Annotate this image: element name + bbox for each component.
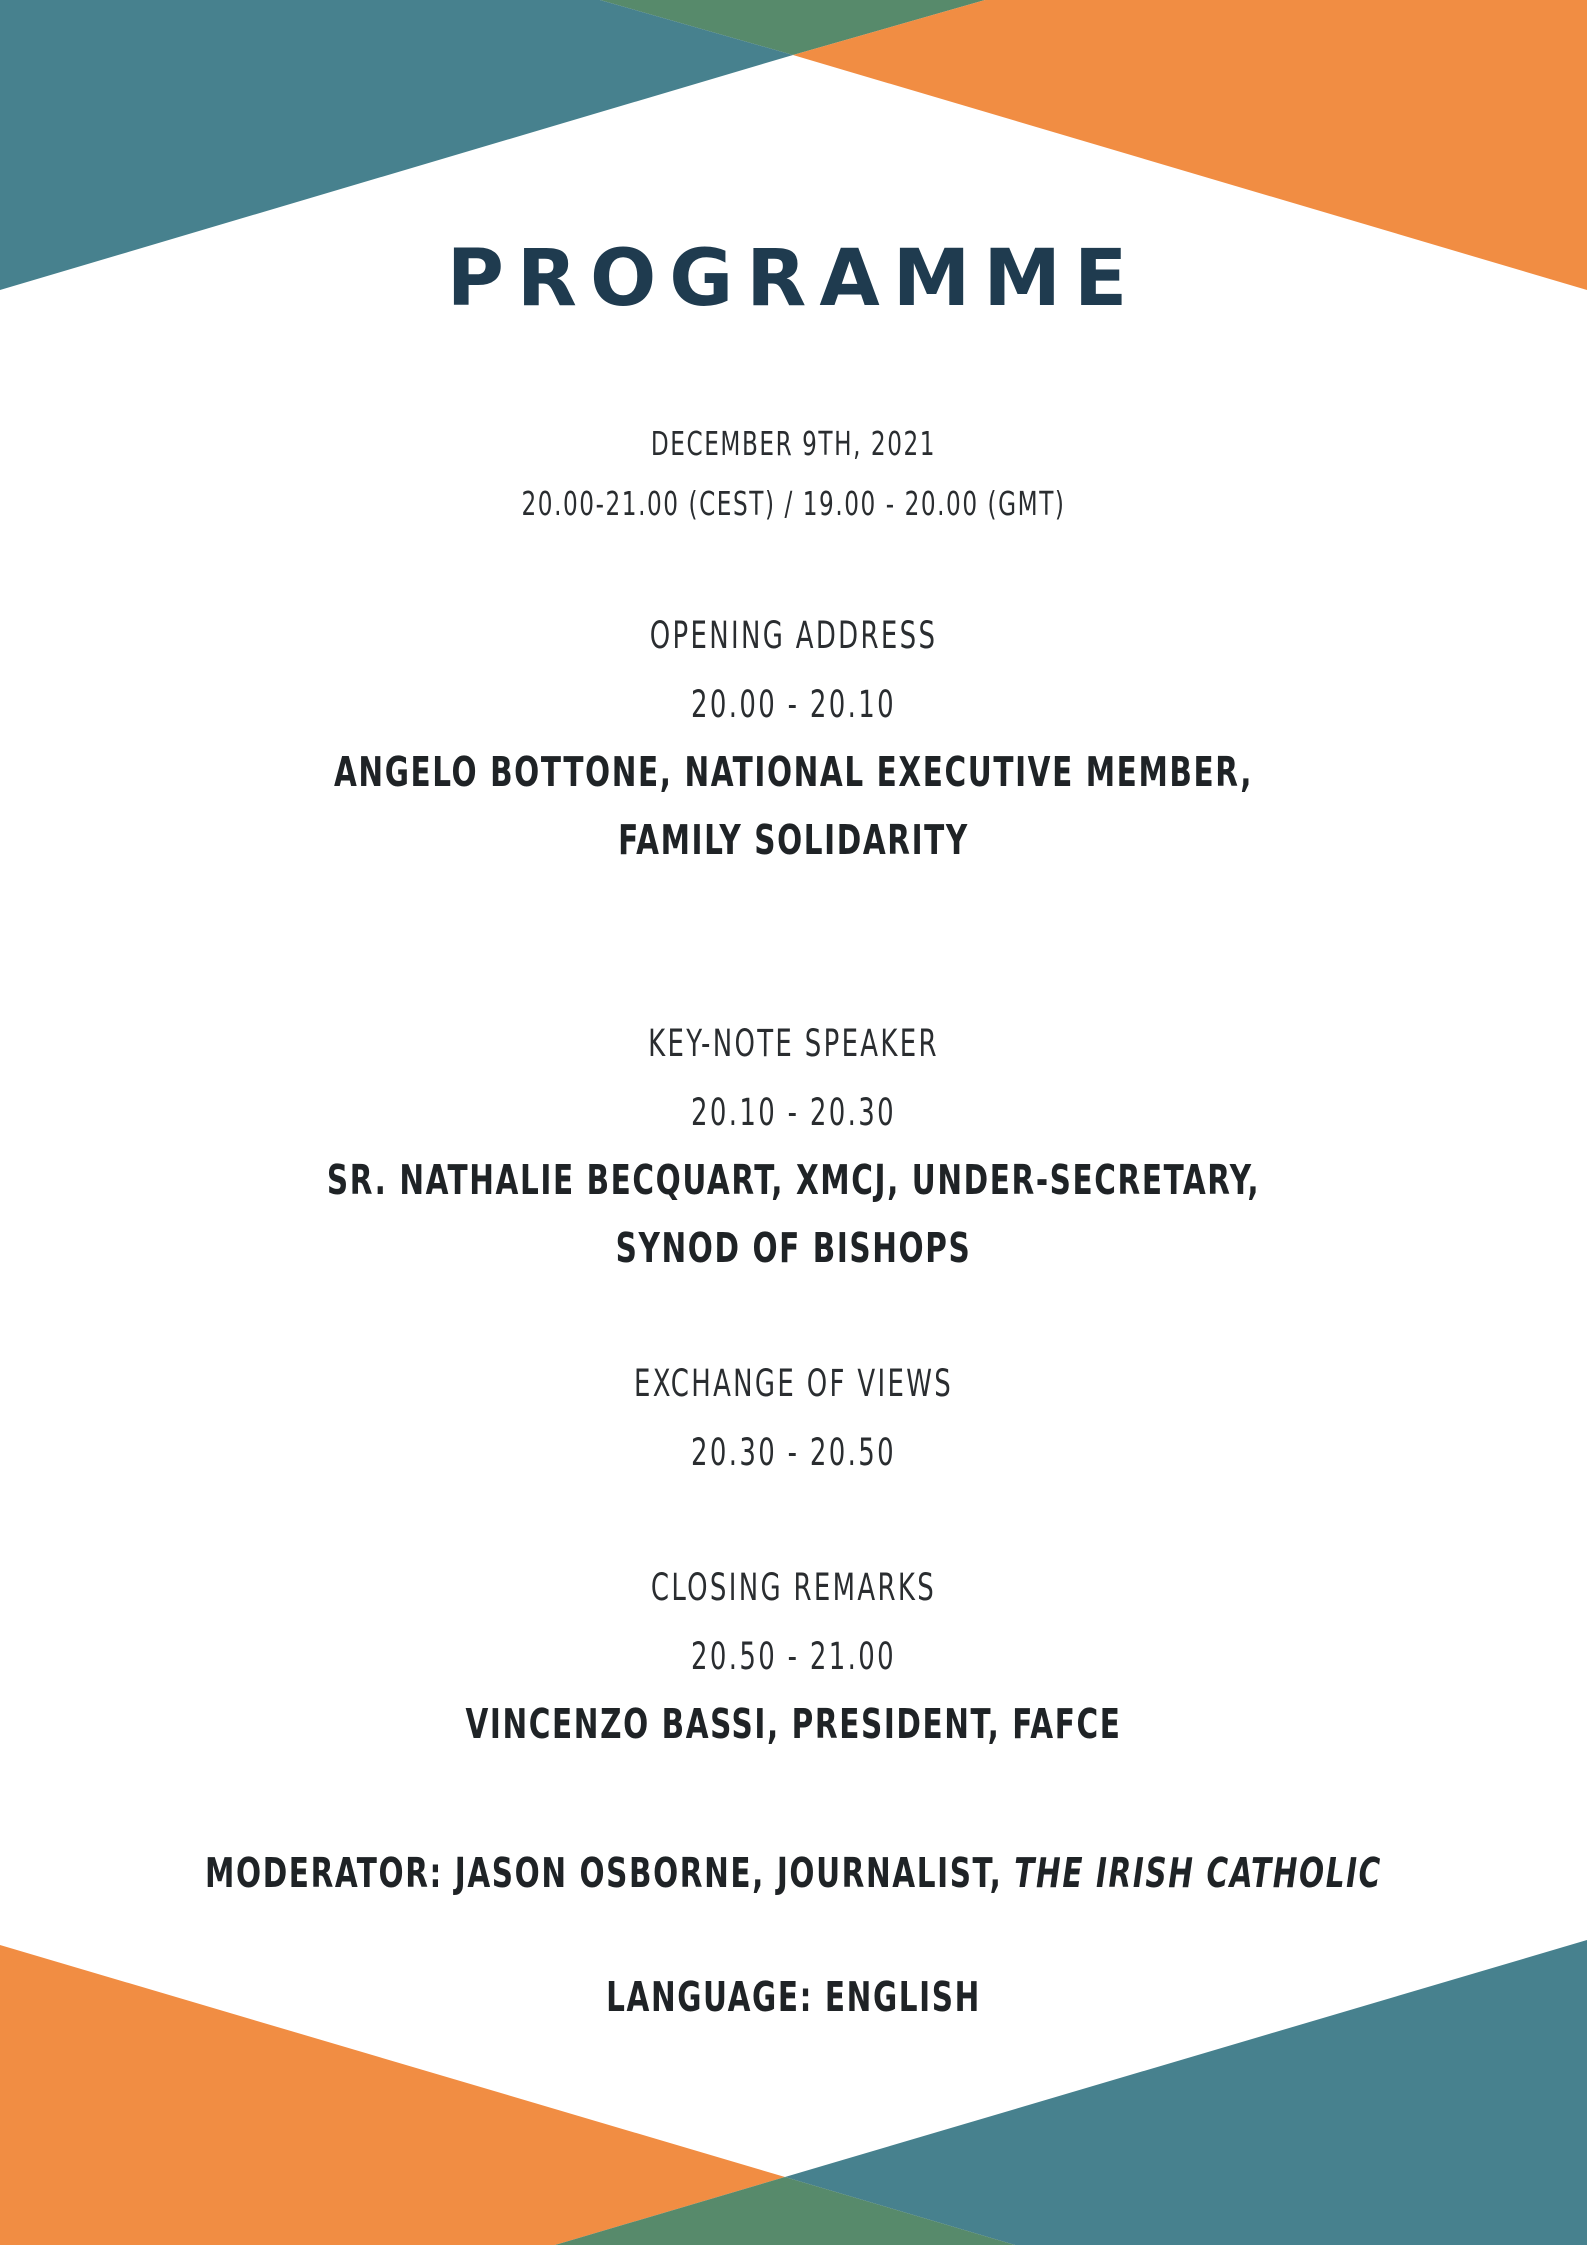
page-title: PROGRAMME	[446, 234, 1141, 324]
session-label-opening: OPENING ADDRESS	[649, 614, 938, 657]
event-date: DECEMBER 9TH, 2021	[650, 424, 937, 463]
event-time: 20.00-21.00 (CEST) / 19.00 - 20.00 (GMT)	[521, 484, 1066, 523]
session-time-opening: 20.00 - 20.10	[691, 683, 896, 726]
session-speaker-closing: VINCENZO BASSI, PRESIDENT, FAFCE	[465, 1700, 1122, 1748]
session-label-exchange: EXCHANGE OF VIEWS	[633, 1362, 954, 1405]
session-label-closing: CLOSING REMARKS	[650, 1566, 937, 1609]
session-time-exchange: 20.30 - 20.50	[691, 1431, 896, 1474]
moderator-line	[159, 1849, 1429, 1897]
session-time-keynote: 20.10 - 20.30	[691, 1091, 896, 1134]
session-speaker-keynote: SR. NATHALIE BECQUART, XMCJ, UNDER-SECRETARY,	[326, 1156, 1261, 1204]
moderator-publication: THE IRISH CATHOLIC	[1014, 1849, 1382, 1897]
session-speaker-keynote-org: SYNOD OF BISHOPS	[615, 1224, 972, 1272]
session-label-keynote: KEY-NOTE SPEAKER	[648, 1022, 939, 1065]
session-speaker-opening: ANGELO BOTTONE, NATIONAL EXECUTIVE MEMBER,	[333, 748, 1254, 796]
session-speaker-opening-org: FAMILY SOLIDARITY	[618, 816, 969, 864]
moderator-prefix: MODERATOR: JASON OSBORNE, JOURNALIST,	[205, 1849, 1015, 1897]
language-line: LANGUAGE: ENGLISH	[606, 1973, 981, 2021]
session-time-closing: 20.50 - 21.00	[691, 1635, 896, 1678]
